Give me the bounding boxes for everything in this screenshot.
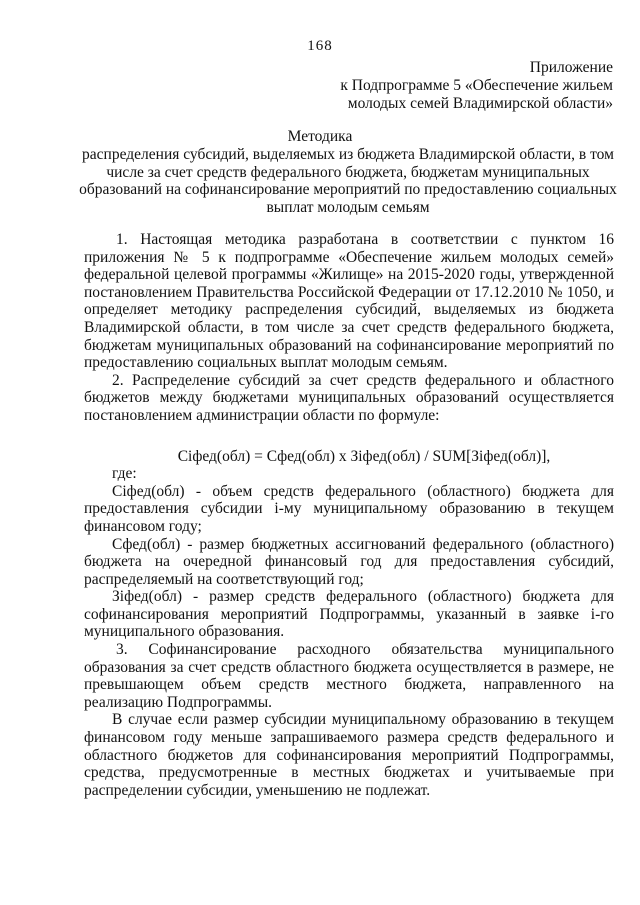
paragraph-2: 2. Распределение субсидий за счет средств федерального и областного бюджетов между бюджетами муниципальных образований осуществляется постановлением администрации области по формуле: xyxy=(84,371,614,424)
document-subtitle: распределения субсидий, выделяемых из бюджета Владимирской области, в том числе за счет средств федерального бюджета, бюджетам муниципальных образований на софинансирование мероприятий по предоставлению социальных выплат молодым семьям xyxy=(79,146,617,216)
annex-line-2: к Подпрограмме 5 «Обеспечение жильем xyxy=(340,77,613,94)
paragraph-1: 1. Настоящая методика разработана в соответствии с пунктом 16 приложения № 5 к подпрограмме «Обеспечение жильем молодых семей» федеральной целевой программы «Жилище» на 2015-2020 годы, утвержденной постановлением Правительства Российской Федерации от 17.12.2010 № 1050, и определяет методику распределения субсидий, выделяемых из бюджета Владимирской области, в том числе за счет средств федерального бюджета, бюджетам муниципальных образований на софинансирование мероприятий по предоставлению социальных выплат молодым семьям. xyxy=(84,231,614,372)
annex-line-3: молодых семей Владимирской области» xyxy=(347,95,613,112)
formula-where: где: xyxy=(112,465,137,483)
annex-line-1: Приложение xyxy=(529,59,613,76)
annex-header xyxy=(340,59,613,113)
definition-2: Cфед(обл) - размер бюджетных ассигнований федерального (областного) бюджета на очередной финансовый год для предоставления субсидий, распределяемый на соответствующий год; xyxy=(84,535,614,588)
formula: Ciфед(обл) = Cфед(обл) х Зiфед(обл) / SUM[Зiфед(обл)], xyxy=(177,447,551,465)
paragraph-4: В случае если размер субсидии муниципальному образованию в текущем финансовом году меньше запрашиваемого размера средств федерального и областного бюджетов для софинансирования мероприятий Подпрограммы, средства, предусмотренные в местных бюджетах и учитываемые при распределении субсидии, уменьшению не подлежат. xyxy=(84,711,614,799)
paragraph-3: 3. Софинансирование расходного обязательства муниципального образования за счет средств областного бюджета осуществляется в размере, не превышающем объем средств местного бюджета, направленного на реализацию Подпрограммы. xyxy=(84,641,614,711)
definition-1: Ciфед(обл) - объем средств федерального (областного) бюджета для предоставления субсидии i-му муниципальному образованию в текущем финансовом году; xyxy=(84,482,614,535)
document-body xyxy=(84,231,614,799)
definition-3: Зiфед(обл) - размер средств федерального (областного) бюджета для софинансирования мероприятий Подпрограммы, указанный в заявке i-го муниципального образования. xyxy=(84,588,614,641)
document-title: Методика xyxy=(287,128,353,145)
page-number: 168 xyxy=(307,38,333,54)
